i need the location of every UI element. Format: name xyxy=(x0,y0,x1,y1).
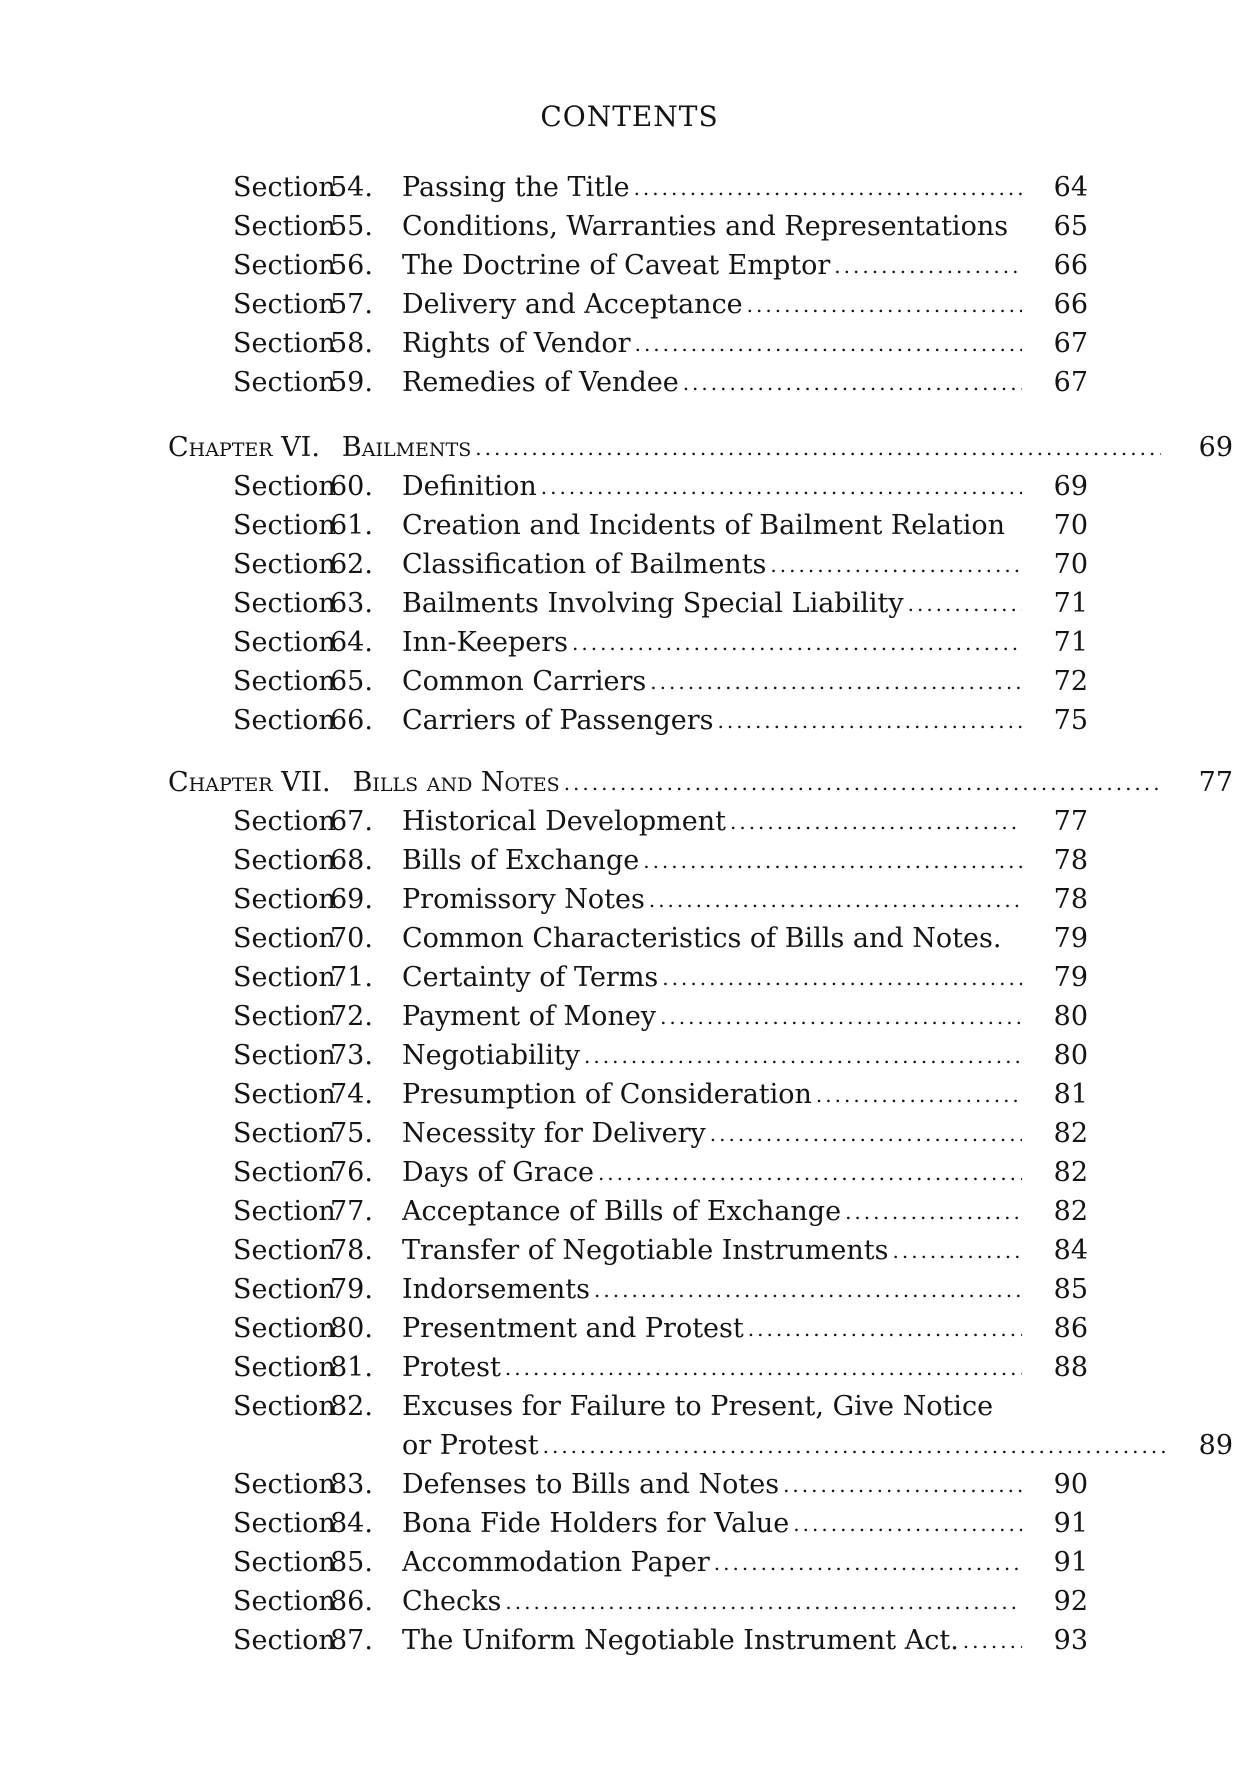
toc-entry: Section 57. Delivery and Acceptance ..... 66 xyxy=(233,285,1233,325)
toc-entry: Section 87. The Uniform Negotiable Instrument Act. ..... 93 xyxy=(233,1621,1233,1661)
toc-entry: Section 55. Conditions, Warranties and Representations 65 xyxy=(233,211,1088,242)
toc-entry: Section 82. Excuses for Failure to Present, Give Notice xyxy=(233,1391,994,1422)
toc-entry: Section 80. Presentment and Protest ..... 86 xyxy=(233,1309,1233,1349)
toc-entry: Section 66. Carriers of Passengers ..... 75 xyxy=(233,701,1233,741)
toc-entry: Section 61. Creation and Incidents of Bailment Relation 70 xyxy=(233,510,1088,541)
toc-entry: Section 63. Bailments Involving Special Liability ..... 71 xyxy=(233,584,1233,624)
toc-entry: Section 69. Promissory Notes ..... 78 xyxy=(233,880,1233,920)
toc-entry-continuation: or Protest ..... 89 xyxy=(402,1426,1233,1466)
toc-entry: Section 68. Bills of Exchange ..... 78 xyxy=(233,841,1233,881)
chapter-heading: Chapter VII. Bills and Notes ..... 77 xyxy=(168,763,1233,803)
toc-entry: Section 70. Common Characteristics of Bills and Notes. 79 xyxy=(233,923,1088,954)
toc-entry: Section 78. Transfer of Negotiable Instruments ..... 84 xyxy=(233,1231,1233,1271)
toc-entry: Section 85. Accommodation Paper ..... 91 xyxy=(233,1543,1233,1583)
toc-entry: Section 56. The Doctrine of Caveat Emptor ..... 66 xyxy=(233,246,1233,286)
page-heading: CONTENTS xyxy=(540,100,719,133)
toc-entry: Section 65. Common Carriers ..... 72 xyxy=(233,662,1233,702)
toc-entry: Section 84. Bona Fide Holders for Value ..... 91 xyxy=(233,1504,1233,1544)
chapter-heading: Chapter VI. Bailments ..... 69 xyxy=(168,428,1233,468)
toc-entry: Section 58. Rights of Vendor ..... 67 xyxy=(233,324,1233,364)
toc-entry: Section 76. Days of Grace ..... 82 xyxy=(233,1153,1233,1193)
toc-entry: Section 86. Checks ..... 92 xyxy=(233,1582,1233,1622)
toc-entry: Section 79. Indorsements ..... 85 xyxy=(233,1270,1233,1310)
toc-entry: Section 64. Inn-Keepers ..... 71 xyxy=(233,623,1233,663)
toc-entry: Section 77. Acceptance of Bills of Exchange ..... 82 xyxy=(233,1192,1233,1232)
toc-entry: Section 73. Negotiability ..... 80 xyxy=(233,1036,1233,1076)
toc-entry: Section 83. Defenses to Bills and Notes ..... 90 xyxy=(233,1465,1233,1505)
toc-entry: Section 75. Necessity for Delivery ..... 82 xyxy=(233,1114,1233,1154)
toc-entry: Section 60. Definition ..... 69 xyxy=(233,467,1233,507)
toc-entry: Section 67. Historical Development ..... 77 xyxy=(233,802,1233,842)
toc-entry: Section 59. Remedies of Vendee ..... 67 xyxy=(233,363,1233,403)
toc-entry: Section 81. Protest ..... 88 xyxy=(233,1348,1233,1388)
toc-entry: Section 71. Certainty of Terms ..... 79 xyxy=(233,958,1233,998)
toc-entry: Section 72. Payment of Money ..... 80 xyxy=(233,997,1233,1037)
toc-entry: Section 74. Presumption of Consideration ..... 81 xyxy=(233,1075,1233,1115)
toc-entry: Section 54. Passing the Title ..... 64 xyxy=(233,168,1233,208)
toc-entry: Section 62. Classification of Bailments ..... 70 xyxy=(233,545,1233,585)
